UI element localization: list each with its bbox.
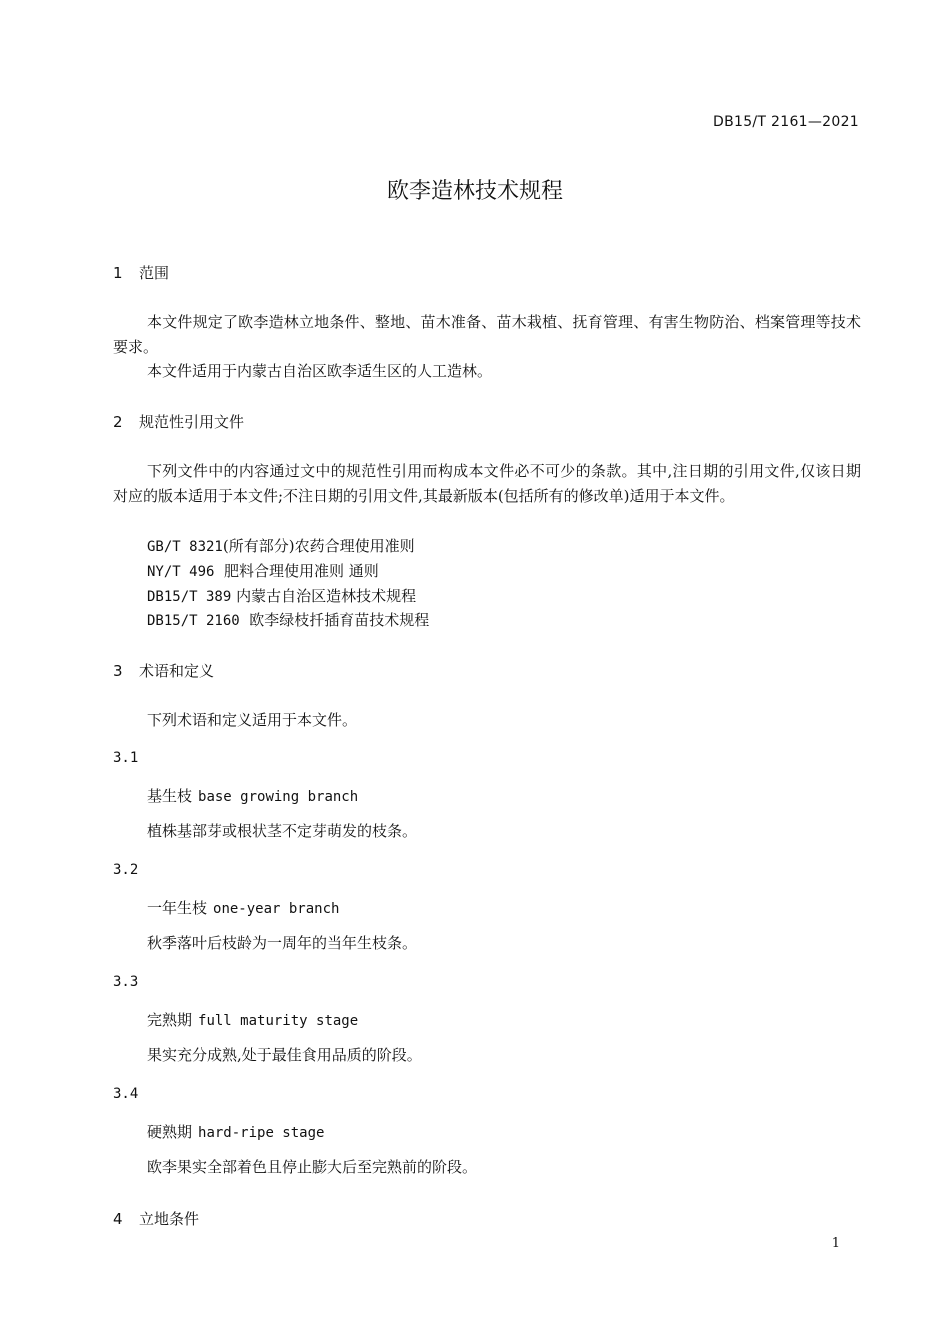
reference-code: NY/T 496	[147, 564, 215, 580]
document-title: 欧李造林技术规程	[386, 179, 563, 204]
term-heading	[147, 785, 358, 806]
section-heading-3	[113, 660, 214, 681]
section-title: 立地条件	[139, 1210, 200, 1228]
term-chinese: 硬熟期	[147, 1123, 193, 1141]
term-heading	[147, 897, 339, 918]
reference-title: (所有部分)农药合理使用准则	[222, 537, 415, 555]
reference-code: DB15/T 2160	[147, 613, 240, 629]
reference-code: DB15/T 389	[147, 589, 232, 605]
term-chinese: 基生枝	[147, 787, 193, 805]
reference-title: 内蒙古自治区造林技术规程	[231, 587, 417, 605]
term-english: full maturity stage	[198, 1013, 359, 1029]
term-definition: 秋季落叶后枝龄为一周年的当年生枝条。	[147, 934, 418, 952]
references-paragraph: 下列文件中的内容通过文中的规范性引用而构成本文件必不可少的条款。其中,注日期的引用文件,仅该日期对应的版本适用于本文件;不注日期的引用文件,其最新版本(包括所有的修改单)适用于本文件。	[113, 462, 861, 505]
reference-title: 欧李绿枝扦插育苗技术规程	[239, 611, 430, 629]
section-number: 3	[113, 662, 123, 680]
section-title: 规范性引用文件	[139, 413, 245, 431]
term-chinese: 完熟期	[147, 1011, 193, 1029]
terms-intro: 下列术语和定义适用于本文件。	[147, 711, 358, 729]
reference-item	[147, 609, 429, 630]
term-definition: 欧李果实全部着色且停止膨大后至完熟前的阶段。	[147, 1158, 478, 1176]
reference-item	[147, 560, 379, 581]
term-number: 3.4	[113, 1086, 139, 1102]
term-definition: 果实充分成熟,处于最佳食用品质的阶段。	[147, 1046, 422, 1064]
reference-title: 肥料合理使用准则 通则	[214, 562, 379, 580]
term-heading	[147, 1121, 324, 1142]
term-number: 3.3	[113, 974, 139, 990]
term-english: base growing branch	[198, 789, 359, 805]
section-number: 2	[113, 413, 123, 431]
term-number: 3.1	[113, 750, 139, 766]
scope-paragraph: 本文件规定了欧李造林立地条件、整地、苗木准备、苗木栽植、抚育管理、有害生物防治、档案管理等技术要求。	[113, 313, 861, 356]
page-number: 1	[831, 1236, 840, 1251]
term-english: hard-ripe stage	[198, 1125, 325, 1141]
section-number: 1	[113, 264, 123, 282]
section-heading-1	[113, 262, 169, 283]
section-title: 术语和定义	[139, 662, 215, 680]
reference-item	[147, 585, 416, 606]
reference-code: GB/T 8321	[147, 539, 223, 555]
scope-applicability: 本文件适用于内蒙古自治区欧李适生区的人工造林。	[147, 362, 493, 380]
term-heading	[147, 1009, 358, 1030]
section-heading-2	[113, 411, 244, 432]
section-number: 4	[113, 1210, 123, 1228]
reference-item	[147, 535, 415, 556]
section-heading-4	[113, 1208, 199, 1229]
standard-number: DB15/T 2161—2021	[713, 114, 859, 130]
term-definition: 植株基部芽或根状茎不定芽萌发的枝条。	[147, 822, 418, 840]
term-chinese: 一年生枝	[147, 899, 208, 917]
section-title: 范围	[139, 264, 170, 282]
term-english: one-year branch	[213, 901, 340, 917]
term-number: 3.2	[113, 862, 139, 878]
